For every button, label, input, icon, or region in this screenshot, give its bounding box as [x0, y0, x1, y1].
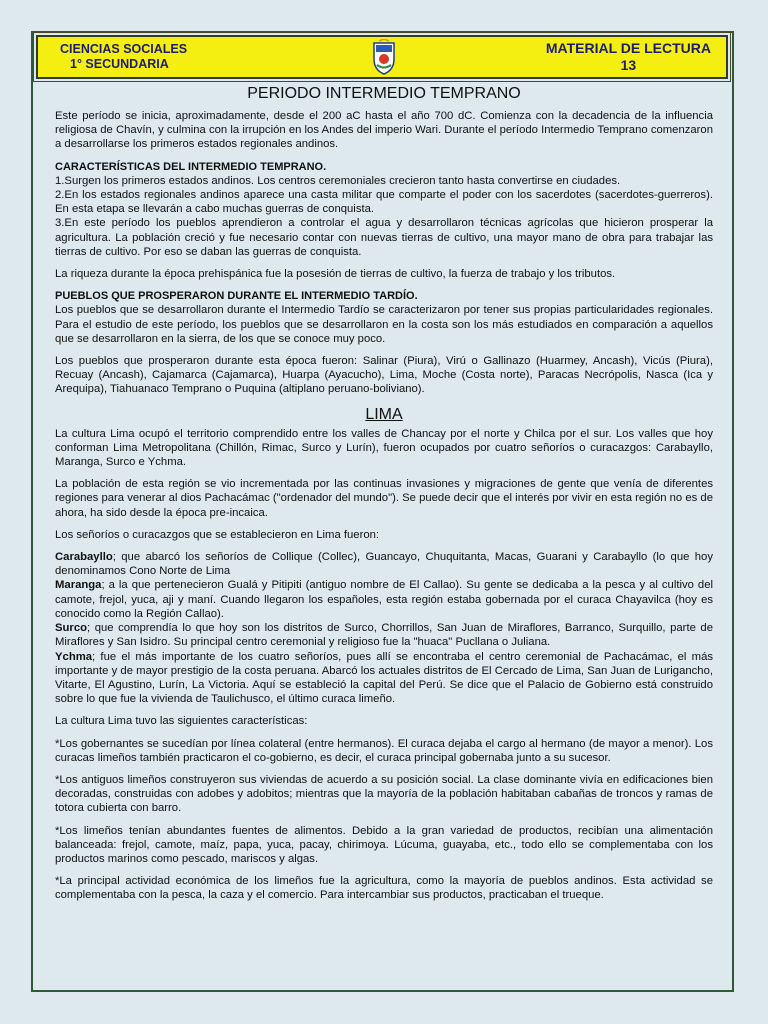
peoples-paragraph: Los pueblos que se desarrollaron durante el Intermedio Tardío se caracterizaron por tener sus propias particularidades regionales. Para el estudio de este período, los pueblos que se desarrollaron en la costa son los más estudiados en comparación a aquellos que se desarrollaron en la sierra, de los que se conoce muy poco.: [55, 304, 713, 345]
senorio-item: [55, 578, 713, 621]
subject-label: [60, 42, 187, 72]
senorio-text: ; que abarcó los señoríos de Collique (Collec), Guancayo, Chuquitanta, Macas, Guarani y Carabayllo (lo que hoy denominamos Cono Norte de Lima: [55, 551, 713, 578]
characteristics-heading: CARACTERÍSTICAS DEL INTERMEDIO TEMPRANO.: [55, 160, 327, 173]
peoples-heading: PUEBLOS QUE PROSPERARON DURANTE EL INTERMEDIO TARDÍO.: [55, 290, 418, 303]
material-title: MATERIAL DE LECTURA: [545, 40, 711, 56]
lima-paragraph: Los señoríos o curacazgos que se establecieron en Lima fueron:: [55, 528, 380, 541]
header-band: [36, 35, 728, 79]
senorio-term: Ychma: [55, 650, 93, 663]
school-crest-icon: [371, 39, 397, 75]
characteristic-item: 3.En este período los pueblos aprendieron a controlar el agua y desarrollaron técnicas agrícolas que hicieron prosperar la agricultura. La población creció y fue necesario contar con nuevas tierras de cultivo, una mayor mano de obra para trabajar las tierras de cultivo. Por eso se daban las guerras de conquista.: [55, 217, 713, 258]
lima-title: LIMA: [365, 405, 403, 423]
lima-paragraph: La población de esta región se vio incrementada por las continuas invasiones y migraciones de gente que venía de diferentes regiones para venerar al dios Pachacámac ("ordenador del mundo"). Se puede decir que el interés por vivir en esta región no es de ahora, ha sido desde la época pre-incaica.: [55, 478, 713, 519]
subject-line: CIENCIAS SOCIALES: [60, 42, 188, 56]
material-label: [546, 40, 711, 74]
lima-characteristic: *La principal actividad económica de los limeños fue la agricultura, como la mayoría de pueblos andinos. Esta actividad se complementaba con la pesca, la caza y el comercio. Para intercambiar sus productos, practicaban el trueque.: [55, 875, 713, 902]
grade-line: 1° SECUNDARIA: [70, 57, 169, 71]
senorio-term: Carabayllo: [55, 551, 113, 564]
senorio-term: Surco: [55, 622, 88, 635]
senorio-item: [55, 621, 713, 649]
lima-paragraph: La cultura Lima ocupó el territorio comprendido entre los valles de Chancay por el norte y Chilca por el sur. Los valles que hoy conforman Lima Metropolitana (Chillón, Rimac, Surco y Lurín), fueron ocupados por cuatro señoríos o curacazgos: Carabayllo, Maranga, Surco e Ychma.: [55, 427, 713, 469]
senorio-text: ; que comprendía lo que hoy son los distritos de Surco, Chorrillos, San Juan de Miraflores, Barranco, Surquillo, parte de Miraflores y San Isidro. Su principal centro ceremonial y religioso fue la "huaca" Pucllana o Juliana.: [55, 622, 713, 649]
wealth-paragraph: La riqueza durante la época prehispánica fue la posesión de tierras de cultivo, la fuerza de trabajo y los tributos.: [55, 268, 616, 281]
peoples-list-paragraph: Los pueblos que prosperaron durante esta época fueron: Salinar (Piura), Virú o Gallinazo (Huarmey, Ancash), Vicús (Piura), Recuay (Ancash), Cajamarca (Cajamarca), Huarpa (Ayacucho), Lima, Moche (Costa norte), Paracas Necrópolis, Nasca (Ica y Arequipa), Tiahuanaco Temprano o Puquina (altiplano peruano-boliviano).: [55, 355, 713, 396]
senorio-term: Maranga: [55, 579, 102, 592]
section-title: PERIODO INTERMEDIO TEMPRANO: [247, 85, 521, 102]
senorio-text: ; fue el más importante de los cuatro señoríos, pues allí se encontraba el centro ceremonial de Pachacámac, el más importante y de mayor prestigio de la costa peruana. Abarcó los actuales distritos de El Cercado de Lima, San Juan de Lurigancho, Vitarte, El Agustino, Lurín, La Victoria. Aquí se estableció la capital del Perú. Se dice que el Palacio de Gobierno está construido sobre lo que fue la vivienda de Taulichusco, el último curaca limeño.: [55, 650, 713, 706]
document-body: [55, 84, 713, 911]
lima-characteristic: *Los limeños tenían abundantes fuentes de alimentos. Debido a la gran variedad de productos, recibían una alimentación balanceada: frejol, camote, maíz, papa, yuca, pacay, chirimoya. Lúcuma, guayaba, etc., todo ello se complementaba con los productos marinos como pescado, mariscos y algas.: [55, 824, 713, 865]
lima-characteristic: *Los antiguos limeños construyeron sus viviendas de acuerdo a su posición social. La clase dominante vivía en edificaciones bien decoradas, construidas con adobes y adobitos; mientras que la mayoría de la población habitaban cabañas de troncos y ramas de totora cubierta con barro.: [55, 773, 713, 815]
senorio-text: ; a la que pertenecieron Gualá y Pitipiti (antiguo nombre de El Callao). Su gente se dedicaba a la pesca y al cultivo del camote, frejol, yuca, aji y maní. Cuando llegaron los españoles, esta región estaba gobernada por el curaca Chayavilca (hoy es conocido como la Región Callao).: [55, 579, 713, 620]
characteristic-item: 2.En los estados regionales andinos aparece una casta militar que comparte el poder con los sacerdotes (sacerdotes-guerreros). En esta etapa se llevarán a cabo muchas guerras de conquista.: [55, 189, 713, 216]
senorio-item: [55, 650, 713, 707]
characteristic-item: 1.Surgen los primeros estados andinos. Los centros ceremoniales crecieron tanto hasta convertirse en ciudades.: [55, 174, 621, 187]
lima-characteristic: *Los gobernantes se sucedían por línea colateral (entre hermanos). El curaca dejaba el cargo al hermano (de mayor a menor). Los curacas limeños también practicaron el co-gobierno, es decir, el curaca principal gobernaba junto a su sucesor.: [55, 737, 713, 764]
intro-paragraph: Este período se inicia, aproximadamente, desde el 200 aC hasta el año 700 dC. Comienza con la decadencia de la influencia religiosa de Chavín, y culmina con la irrupción en los Andes del imperio Wari. Durante el período Intermedio Temprano comenzaron a desarrollarse los primeros estados regionales andinos.: [55, 110, 713, 151]
senorio-item: [55, 550, 713, 578]
lima-paragraph: La cultura Lima tuvo las siguientes características:: [55, 715, 308, 728]
material-number: 13: [620, 57, 637, 73]
